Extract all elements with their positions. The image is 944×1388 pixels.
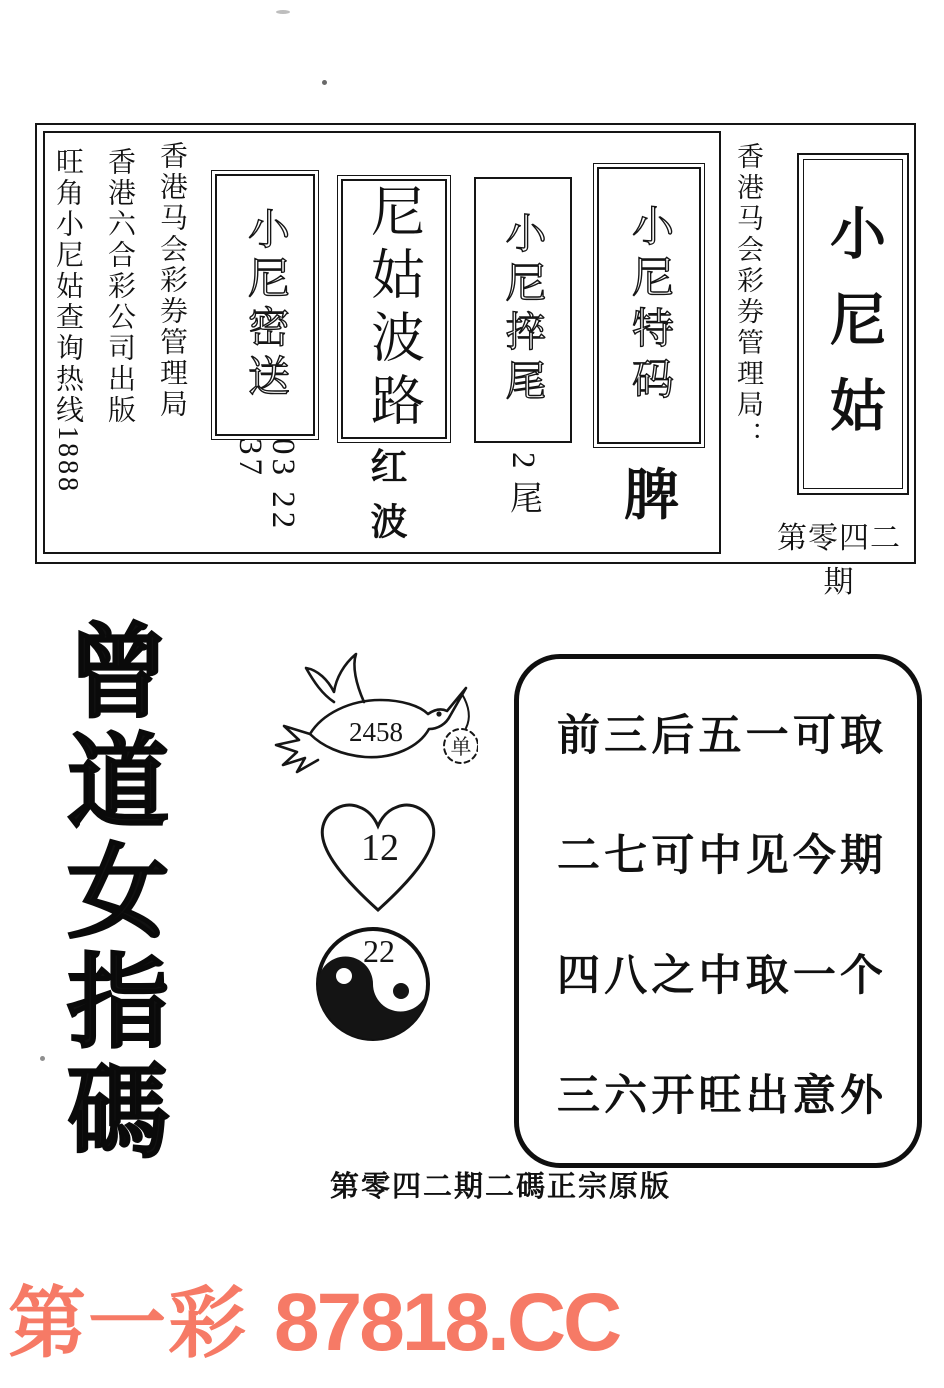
heart-number: 12 bbox=[361, 827, 399, 869]
masthead-frame bbox=[797, 153, 909, 495]
tip-value-numbers: 03 22 37 bbox=[232, 438, 301, 533]
scan-speck bbox=[40, 1056, 45, 1061]
tip-title: 小尼捽尾 bbox=[499, 212, 546, 408]
verse-line: 二七可中见今期 bbox=[557, 833, 883, 880]
footer-watermark bbox=[8, 1277, 620, 1368]
tip-value-tail: 2尾 bbox=[505, 452, 541, 526]
edition-caption: 第零四二期二碼正宗原版 bbox=[330, 1171, 672, 1203]
hotline-line: 旺角小尼姑查询热线1888 bbox=[52, 147, 83, 494]
tip-value-wave: 红波 bbox=[364, 447, 405, 557]
heart-icon bbox=[298, 786, 458, 918]
verse-line: 前三后五一可取 bbox=[557, 713, 883, 760]
tip-value-zodiac: 脾 bbox=[624, 465, 680, 526]
dove-icon bbox=[268, 648, 478, 798]
masthead-title: 小尼姑 bbox=[822, 204, 884, 462]
scan-speck bbox=[276, 10, 290, 14]
dove-number: 2458 bbox=[349, 717, 403, 747]
masthead-inner-frame bbox=[803, 159, 903, 489]
tip-title: 小尼密送 bbox=[242, 207, 288, 403]
tip-box-tema bbox=[597, 167, 701, 444]
verse-line: 四八之中取一个 bbox=[557, 953, 883, 1000]
authority-line-right: 香港马会彩券管理局： bbox=[733, 142, 763, 452]
tip-title: 小尼特码 bbox=[626, 203, 672, 408]
site-name: 第一彩 bbox=[8, 1279, 249, 1367]
dove-pendant-char: 单 bbox=[450, 735, 472, 759]
brand-vertical-title: 曾道女指碼 bbox=[53, 618, 168, 1168]
tip-box-bolu bbox=[341, 179, 447, 439]
tip-box-misong bbox=[215, 174, 315, 436]
publisher-line: 香港六合彩公司出版 bbox=[104, 147, 135, 426]
yinyang-icon bbox=[306, 924, 440, 1044]
tip-title: 尼姑波路 bbox=[363, 183, 424, 435]
yinyang-number: 22 bbox=[363, 933, 395, 969]
tip-box-zuowei bbox=[474, 177, 572, 443]
issue-number: 第零四二期 bbox=[777, 522, 901, 599]
site-url: 87818.CC bbox=[274, 1277, 620, 1368]
scan-speck bbox=[322, 80, 327, 85]
verse-box bbox=[514, 654, 922, 1168]
verse-line: 三六开旺出意外 bbox=[557, 1073, 883, 1120]
authority-line-left: 香港马会彩券管理局 bbox=[156, 141, 187, 420]
